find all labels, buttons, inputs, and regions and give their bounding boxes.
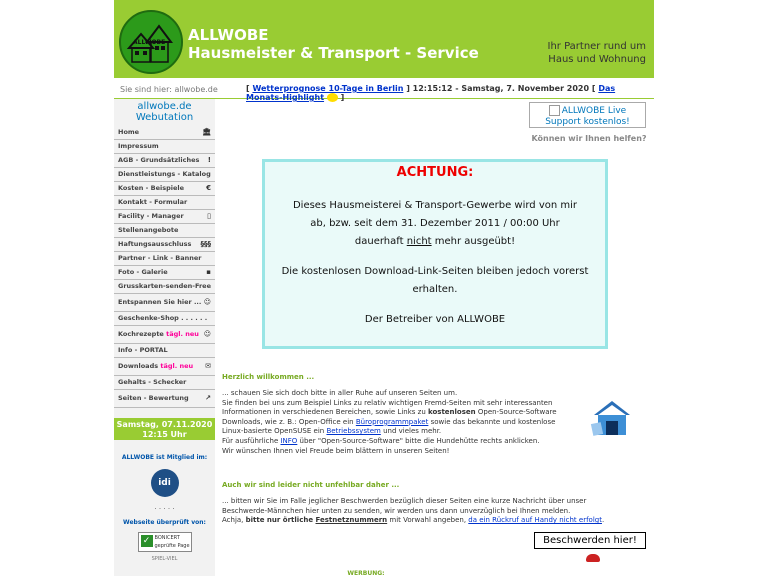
welcome-line4-pre: Downloads, wie z. B.: Open-Office ein <box>222 417 356 426</box>
sidebar-item-icon: ! <box>207 156 211 164</box>
header <box>114 0 654 78</box>
sidebar-item-label: Partner - Link - Banner <box>118 254 202 262</box>
notice-line3-underline: nicht <box>406 236 432 247</box>
sidebar-item-icon: 🏛 <box>202 128 211 136</box>
checkmark-icon: ✓ <box>141 535 153 547</box>
not-infallible-body <box>222 497 630 526</box>
main-content <box>216 99 654 576</box>
sidebar-item-label: Home <box>118 128 140 136</box>
daily-new-badge: tägl. neu <box>160 362 194 370</box>
sidebar-item[interactable] <box>114 224 215 238</box>
sidebar-item-label: Foto - Galerie <box>118 268 168 276</box>
sidebar-item[interactable] <box>114 210 215 224</box>
welcome-line3-pre: Informationen in verschiedenen Bereichen, sowie Links zu <box>222 408 428 417</box>
complaint-button[interactable]: Beschwerden hier! <box>534 532 646 549</box>
welcome-line3-bold: kostenlosen <box>428 408 476 417</box>
welcome-line6-post: über "Open-Source-Software" bitte die Hundehütte rechts anklicken. <box>297 436 540 445</box>
logo[interactable] <box>119 10 183 74</box>
welcome-body <box>222 389 572 456</box>
nf-line3-bold: bitte nur örtliche <box>245 516 316 525</box>
welcome-line4-post: sowie das bekannte und kostenlose <box>428 417 556 426</box>
logo-text: ALLWOBE <box>133 39 166 46</box>
sidebar-item[interactable] <box>114 238 215 252</box>
bonicert-text <box>155 534 190 550</box>
sidebar-item-label: Geschenke-Shop . . . . . . <box>118 314 208 322</box>
sidebar-item[interactable] <box>114 154 215 168</box>
welcome-line7: Wir wünschen Ihnen viel Freude beim blättern in unseren Seiten! <box>222 446 450 455</box>
sidebar-item-label: Kochrezepte <box>118 330 167 338</box>
date-box <box>114 418 215 440</box>
sidebar <box>114 99 215 576</box>
notice-line4: Die kostenlosen Download-Link-Seiten bleiben jedoch vorerst <box>281 266 589 277</box>
notice-line2: ab, bzw. seit dem 31. Dezember 2011 / 00:00 Uhr <box>310 218 560 229</box>
sidebar-item-icon: ☺ <box>203 298 211 306</box>
sidebar-item[interactable] <box>114 140 215 154</box>
info-bar <box>114 80 654 102</box>
sidebar-item-label: Facility - Manager <box>118 212 184 220</box>
sidebar-item[interactable] <box>114 280 215 294</box>
nf-line2: Beschwerde-Männchen hier unten zu senden, wir werden uns dann unverzüglich bei Ihnen melden. <box>222 506 571 515</box>
location-text: Sie sind hier: allwobe.de <box>120 85 218 94</box>
notice-line3-pre: dauerhaft <box>354 236 407 247</box>
sidebar-item[interactable] <box>114 126 215 140</box>
welcome-line5-pre: Linux-basierte OpenSUSE ein <box>222 427 327 436</box>
sidebar-item-label: Haftungsausschluss <box>118 240 192 248</box>
notice-box <box>262 159 608 349</box>
sidebar-item-icon: ↗ <box>205 394 211 402</box>
complaint-figure-icon[interactable] <box>586 554 600 562</box>
nf-line3-underline: Festnetznummern <box>315 516 388 525</box>
sidebar-item-label: Kosten - Beispiele <box>118 184 185 192</box>
live-support-button[interactable] <box>529 102 646 128</box>
sidebar-item-icon: ☺ <box>203 330 211 338</box>
sidebar-item[interactable] <box>114 266 215 280</box>
broken-image-icon <box>549 105 560 116</box>
nf-line3-pre: Achja, <box>222 516 246 525</box>
live-support-text: ALLWOBE Live Support kostenlos! <box>545 106 630 127</box>
notice-line3-post: mehr ausgeübt! <box>431 236 516 247</box>
date-line: Samstag, 07.11.2020 <box>116 420 213 429</box>
sidebar-item-icon: € <box>206 184 211 192</box>
office-link[interactable]: Büroprogrammpaket <box>355 417 429 426</box>
not-infallible-heading: Auch wir sind leider nicht unfehlbar daher ... <box>222 481 400 489</box>
sidebar-item-label: Downloads <box>118 362 161 370</box>
sidebar-item-icon: ✉ <box>205 362 211 370</box>
notice-line1: Dieses Hausmeisterei & Transport-Gewerbe wird von mir <box>292 200 578 211</box>
welcome-line3 <box>222 408 572 418</box>
highlight-link[interactable]: Das Monats-Highlight <box>246 84 616 102</box>
sidebar-item-label: Kontakt - Formular <box>118 198 188 206</box>
webutation-title[interactable] <box>114 99 215 123</box>
welcome-line6-pre: Für ausführliche <box>222 436 281 445</box>
sidebar-item[interactable] <box>114 252 215 266</box>
info-link[interactable]: INFO <box>280 436 298 445</box>
sidebar-item[interactable] <box>114 312 215 326</box>
sidebar-item[interactable] <box>114 344 215 358</box>
sidebar-item-label: Impressum <box>118 142 159 150</box>
sidebar-item[interactable] <box>114 358 215 376</box>
nf-line3-post: . <box>601 516 605 525</box>
sidebar-item-icon: ▯ <box>207 212 211 220</box>
sidebar-item-label: Dienstleistungs - Katalog <box>118 170 211 178</box>
sidebar-item-label: Stellenangebote <box>118 226 179 234</box>
sidebar-item[interactable] <box>114 390 215 408</box>
notice-title: ACHTUNG: <box>396 165 474 180</box>
sidebar-item-label: Entspannen Sie hier ... <box>118 298 202 306</box>
notice-signature: Der Betreiber von ALLWOBE <box>364 314 506 325</box>
time-line: 12:15 Uhr <box>142 430 187 439</box>
sidebar-item-label: AGB - Grundsätzliches <box>118 156 200 164</box>
bonicert-line2: geprüfte Page <box>154 543 190 549</box>
member-label: ALLWOBE ist Mitglied im: <box>121 454 208 461</box>
notice-line3 <box>265 233 605 251</box>
sidebar-item-icon: ▪ <box>206 268 211 276</box>
welcome-line3-post: Open-Source-Software <box>475 408 557 417</box>
webutation-title-line1: allwobe.de <box>137 101 192 112</box>
welcome-line1: ... schauen Sie sich doch bitte in aller Ruhe auf unseren Seiten um. <box>222 389 458 397</box>
welcome-line5-post: und vieles mehr. <box>380 427 442 436</box>
sidebar-item-icon: §§§ <box>200 240 211 248</box>
sidebar-item[interactable] <box>114 376 215 390</box>
os-link[interactable]: Betriebssystem <box>326 427 381 436</box>
dots-text: . . . . . <box>154 503 175 511</box>
sidebar-bottom-text: SPIEL-VIEL <box>151 556 178 562</box>
sidebar-item-label: Grusskarten-senden-Free <box>118 282 211 290</box>
daily-new-badge: tägl. neu <box>166 330 199 338</box>
tagline: Ihr Partner rund um Haus und Wohnung <box>547 41 646 65</box>
idi-badge[interactable]: idi <box>151 469 179 497</box>
info-bar-right: [ Wetterprognose 10-Tage in Berlin ] 12:15:12 - Samstag, 7. November 2020 [ Das Monats-Highlight ] <box>246 84 616 102</box>
checked-label: Webseite überprüft von: <box>123 519 206 526</box>
datetime-text: 12:15:12 - Samstag, 7. November 2020 <box>412 84 590 93</box>
sidebar-item[interactable] <box>114 182 215 196</box>
dog-house-icon[interactable] <box>590 395 634 439</box>
welcome-line4 <box>222 418 572 428</box>
no-mobile-callback-link[interactable]: da ein Rückruf auf Handy nicht erfolgt <box>468 516 602 525</box>
bonicert-badge[interactable] <box>138 532 192 552</box>
nf-line1: ... bitten wir Sie im Falle jeglicher Beschwerden bezüglich dieser Seiten eine kurze Nachricht über unser <box>222 497 587 505</box>
werbung-label: WERBUNG: <box>347 570 385 577</box>
webutation-title-line2: Webutation <box>135 112 194 123</box>
welcome-heading: Herzlich willkommen ... <box>222 373 315 381</box>
welcome-line2: Sie finden bei uns zum Beispiel Links zu relativ wichtigen Fremd-Seiten mit sehr interessanten <box>222 398 553 407</box>
welcome-line5 <box>222 427 572 437</box>
brand-subtitle: Hausmeister & Transport - Service <box>188 44 479 62</box>
sidebar-item-label: Info - PORTAL <box>118 346 168 354</box>
page <box>114 0 654 576</box>
brand-name: ALLWOBE <box>188 26 269 44</box>
weather-link[interactable]: Wetterprognose 10-Tage in Berlin <box>252 84 404 93</box>
sidebar-menu <box>114 126 215 408</box>
sidebar-item[interactable] <box>114 168 215 182</box>
nf-line3 <box>222 516 630 526</box>
nf-line3-mid: mit Vorwahl angeben, <box>387 516 469 525</box>
sidebar-item[interactable] <box>114 196 215 210</box>
bonicert-line1: BONICERT <box>154 535 180 541</box>
sidebar-item-label: Gehalts - Schecker <box>118 378 187 386</box>
sidebar-item[interactable] <box>114 326 215 344</box>
welcome-line6 <box>222 437 572 447</box>
sidebar-item-label: Seiten - Bewertung <box>118 394 189 402</box>
notice-line5: erhalten. <box>412 284 458 295</box>
sidebar-item[interactable] <box>114 294 215 312</box>
help-question: Können wir Ihnen helfen? <box>531 134 647 143</box>
